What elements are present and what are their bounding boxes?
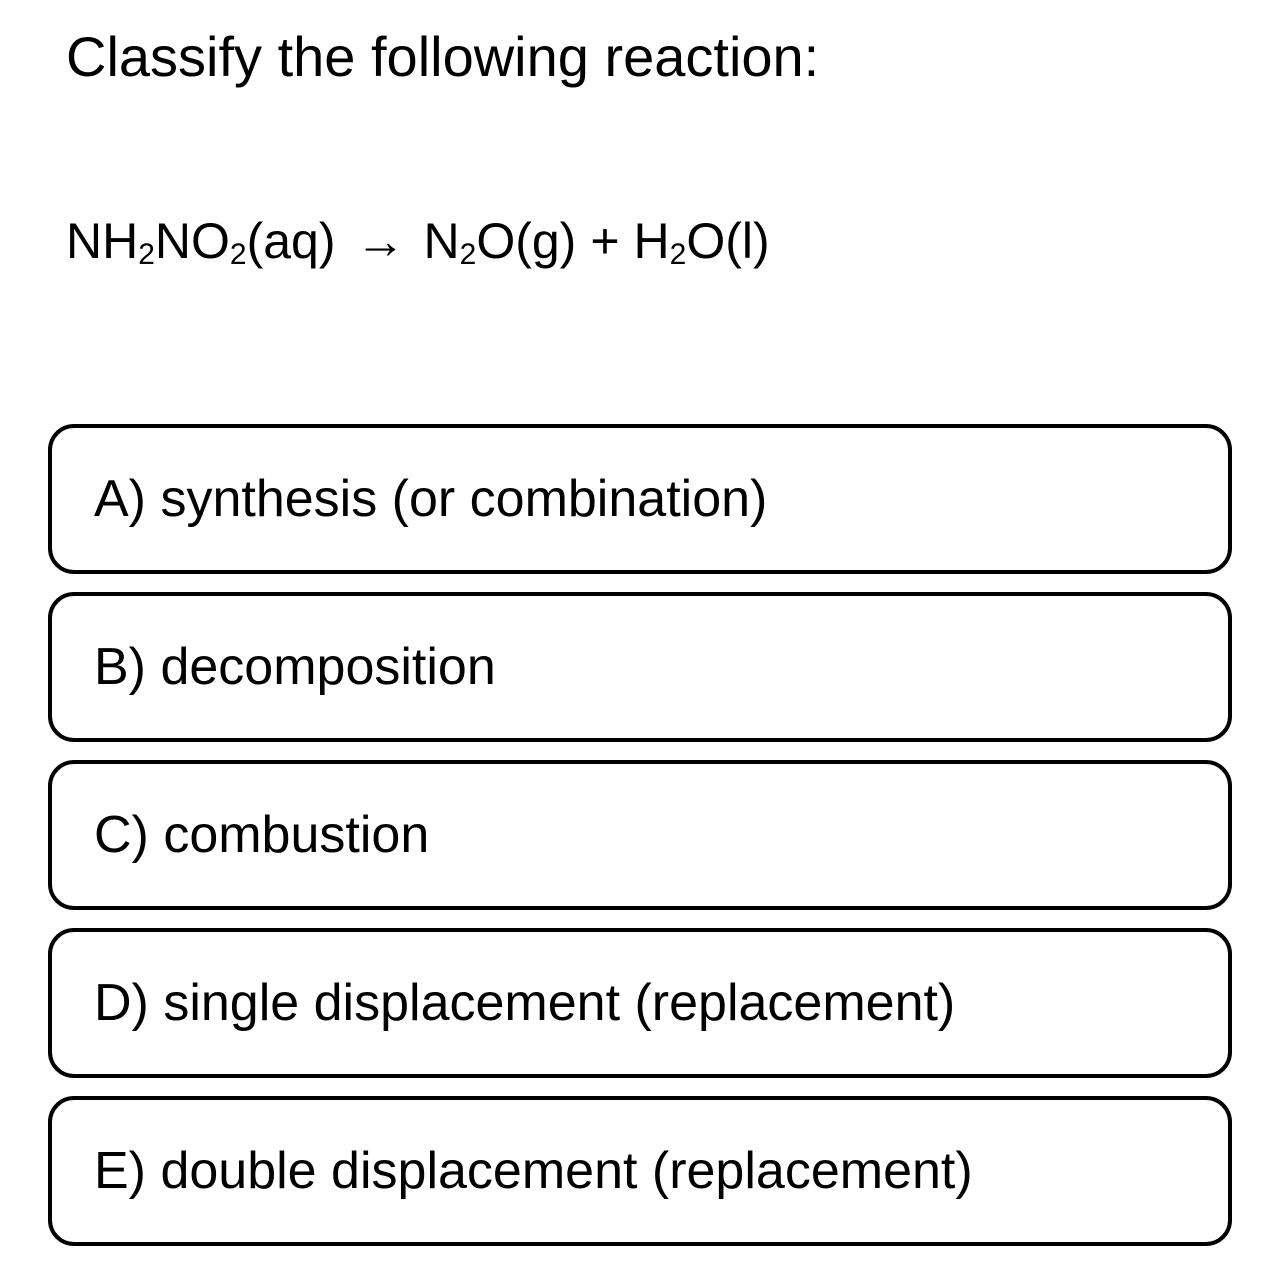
option-c-label: C) combustion <box>94 806 430 864</box>
option-b-button[interactable] <box>48 592 1232 742</box>
option-e-label: E) double displacement (replacement) <box>94 1142 973 1200</box>
answer-options <box>48 424 1232 1264</box>
option-a-label: A) synthesis (or combination) <box>94 470 768 528</box>
reactant-formula: $NH_2NO_2(aq)$ <box>66 213 336 271</box>
option-c-button[interactable] <box>48 760 1232 910</box>
option-e-button[interactable] <box>48 1096 1232 1246</box>
reaction-arrow: → <box>355 213 406 269</box>
product-1-formula: $N_2O(g)$ <box>423 213 577 271</box>
option-d-button[interactable] <box>48 928 1232 1078</box>
option-a-button[interactable] <box>48 424 1232 574</box>
product-2-formula: $H_2O(l)$ <box>633 213 770 271</box>
chemical-equation <box>66 206 770 276</box>
question-title: Classify the following reaction: <box>66 25 820 88</box>
plus-sign: + <box>590 213 620 269</box>
option-b-label: B) decomposition <box>94 638 496 696</box>
option-d-label: D) single displacement (replacement) <box>94 974 956 1032</box>
